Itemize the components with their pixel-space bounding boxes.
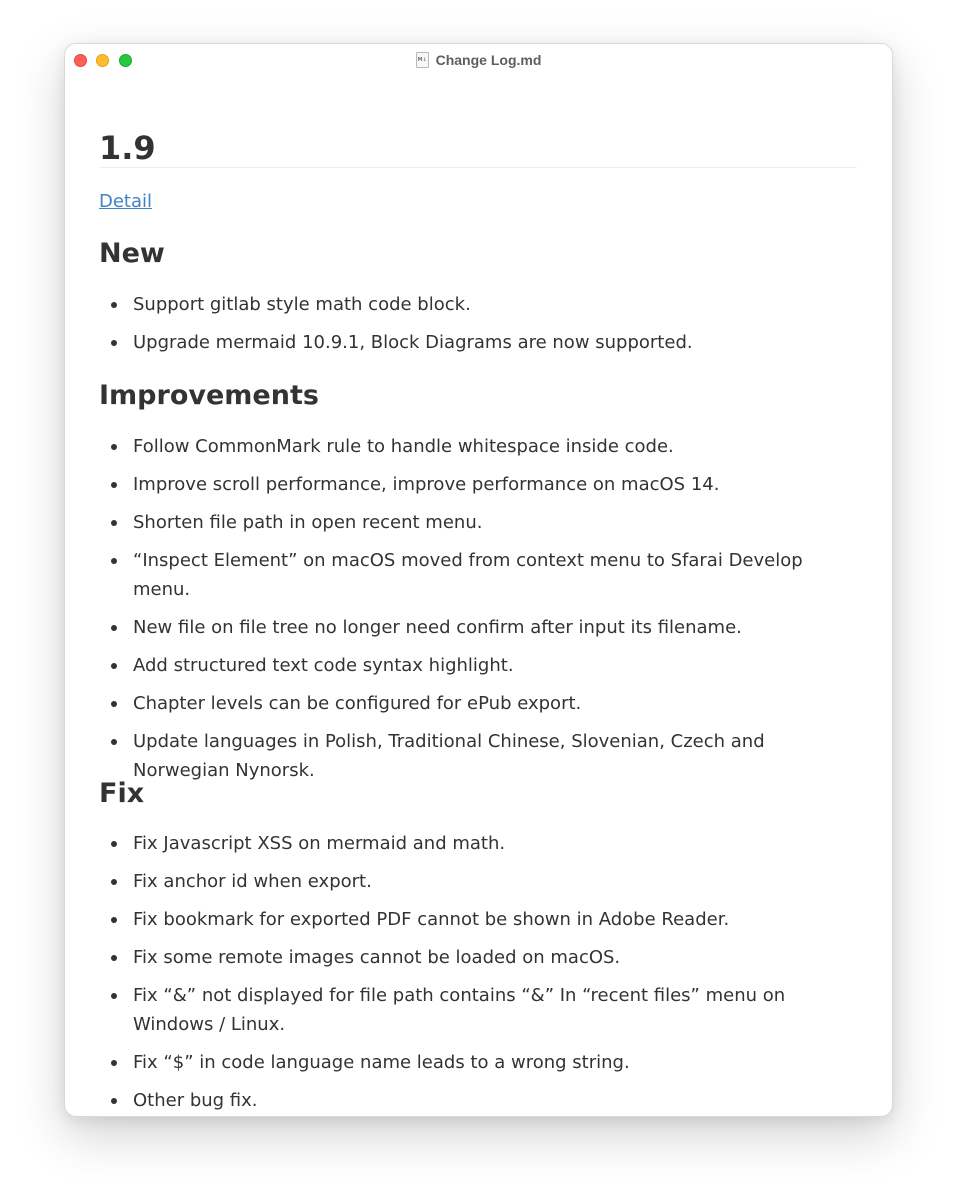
list-item: Chapter levels can be configured for ePub export. — [99, 689, 857, 718]
new-list — [99, 290, 857, 366]
window-title: Change Log.md — [435, 52, 542, 68]
heading-divider — [99, 167, 857, 168]
list-item: Fix bookmark for exported PDF cannot be shown in Adobe Reader. — [99, 905, 857, 934]
window-title-group — [65, 44, 892, 76]
improvements-list — [99, 432, 857, 794]
list-item: “Inspect Element” on macOS moved from context menu to Sfarai Develop menu. — [99, 546, 857, 604]
list-item: Fix “&” not displayed for file path contains “&” In “recent files” menu on Windows / Linux. — [99, 981, 857, 1039]
list-item: Fix “$” in code language name leads to a wrong string. — [99, 1048, 857, 1077]
section-heading-improvements: Improvements — [99, 380, 319, 411]
title-bar[interactable] — [65, 44, 892, 76]
list-item: Other bug fix. — [99, 1086, 857, 1115]
list-item: Follow CommonMark rule to handle whitespace inside code. — [99, 432, 857, 461]
markdown-file-icon: M↓ — [416, 52, 429, 68]
section-heading-new: New — [99, 238, 165, 269]
list-item: Add structured text code syntax highlight. — [99, 651, 857, 680]
list-item: Shorten file path in open recent menu. — [99, 508, 857, 537]
list-item: Update languages in Polish, Traditional Chinese, Slovenian, Czech and Norwegian Nynorsk. — [99, 727, 857, 785]
list-item: Upgrade mermaid 10.9.1, Block Diagrams are now supported. — [99, 328, 857, 357]
detail-link[interactable]: Detail — [99, 191, 153, 212]
list-item: Improve scroll performance, improve performance on macOS 14. — [99, 470, 857, 499]
list-item: Fix anchor id when export. — [99, 867, 857, 896]
app-window — [64, 43, 893, 1117]
list-item: New file on file tree no longer need confirm after input its filename. — [99, 613, 857, 642]
list-item: Fix Javascript XSS on mermaid and math. — [99, 829, 857, 858]
version-heading: 1.9 — [99, 129, 156, 167]
list-item: Support gitlab style math code block. — [99, 290, 857, 319]
section-heading-fix: Fix — [99, 778, 145, 809]
list-item: Fix some remote images cannot be loaded on macOS. — [99, 943, 857, 972]
fix-list — [99, 829, 857, 1117]
